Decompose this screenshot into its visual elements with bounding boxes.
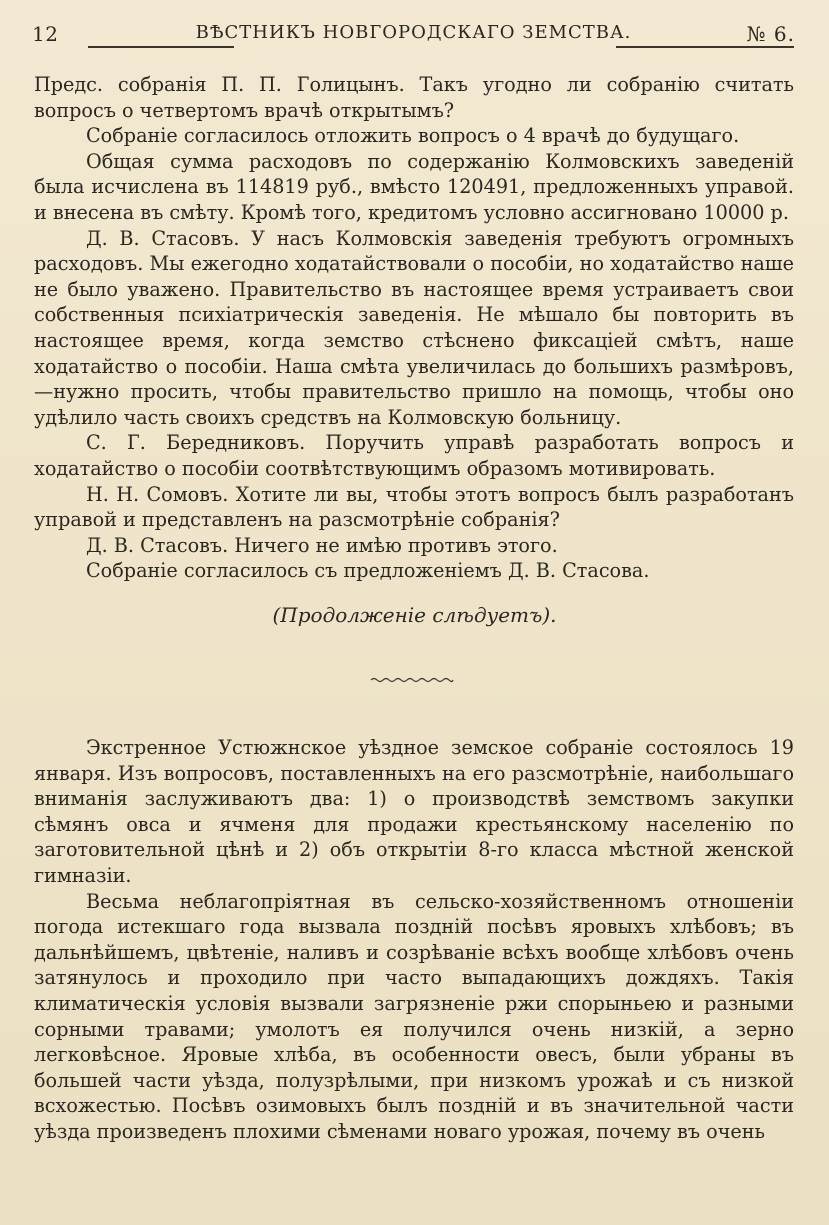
paragraph: Экстренное Устюжнское уѣздное земское собраніе состоялось 19 января. Изъ вопросовъ, поставленныхъ на его разсмотрѣніе, наибольшаго вниманія заслуживаютъ два: 1) о производствѣ земствомъ закупки сѣмянъ овса и ячменя для продажи крестьянскому населенію по заготовительной цѣнѣ и 2) объ открытіи 8-го класса мѣстной женской гимназіи. (34, 736, 794, 887)
paragraph: Н. Н. Сомовъ. Хотите ли вы, чтобы этотъ вопросъ былъ разработанъ управой и представленъ на разсмотрѣніе собранія? (34, 482, 794, 532)
paragraph: Д. В. Стасовъ. У насъ Колмовскія заведенія требуютъ огромныхъ расходовъ. Мы ежегодно ходатайствовали о пособіи, но ходатайство наше не было уважено. Правительство въ настоящее время устраиваетъ свои собственныя психіатрическія заведенія. Не мѣшало бы повторить въ настоящее время, когда земство стѣснено фиксаціей смѣтъ, наше ходатайство о пособіи. Наша смѣта увеличилась до большихъ размѣровъ,—нужно просить, чтобы правительство пришло на помощь, чтобы оно удѣлило часть своихъ средствъ на Колмовскую больницу. (34, 226, 794, 429)
paragraph: Весьма неблагопріятная въ сельско-хозяйственномъ отношеніи погода истекшаго года вызвала поздній посѣвъ яровыхъ хлѣбовъ; въ дальнѣйшемъ, цвѣтеніе, наливъ и созрѣваніе всѣхъ вообще хлѣбовъ очень затянулось и проходило при часто выпадающихъ дождяхъ. Такія климатическія условія вызвали загрязненіе ржи спорыньею и разными сорными травами; умолотъ ея получился очень низкій, а зерно легковѣсное. Яровые хлѣба, въ особенности овесъ, были убраны въ большей части уѣзда, полузрѣлыми, при низкомъ урожаѣ и съ низкой всхожестью. Посѣвъ озимовыхъ былъ поздній и въ значительной части уѣзда произведенъ плохими сѣменами новаго урожая, почему въ очень (34, 889, 794, 1143)
paragraph: Д. В. Стасовъ. Ничего не имѣю противъ этого. (86, 533, 558, 557)
header-rule-left (88, 46, 234, 48)
header-rule-right (616, 46, 794, 48)
paragraph: Общая сумма расходовъ по содержанію Колмовскихъ заведеній была исчислена въ 114819 руб., вмѣсто 120491, предложенныхъ управой. и внесена въ смѣту. Кромѣ того, кредитомъ условно ассигновано 10000 р. (34, 149, 794, 224)
paragraph: Предс. собранія П. П. Голицынъ. Такъ угодно ли собранію считать вопросъ о четвертомъ врачѣ открытымъ? (34, 73, 794, 122)
paragraph: Собраніе согласилось отложить вопросъ о 4 врачѣ до будущаго. (86, 124, 740, 148)
assembly-minutes (34, 72, 794, 584)
issue-number: № 6. (746, 22, 795, 46)
paragraph: С. Г. Бередниковъ. Поручить управѣ разработать вопросъ и ходатайство о пособіи соотвѣтствующимъ образомъ мотивировать. (34, 431, 794, 480)
ustyuzhna-assembly-report (34, 735, 794, 1145)
journal-title: ВѢСТНИКЪ НОВГОРОДСКАГО ЗЕМСТВА. (195, 22, 632, 43)
ornamental-divider (370, 676, 454, 684)
continuation-note: (Продолженіе слѣдуетъ). (272, 603, 557, 627)
page-number: 12 (32, 22, 59, 46)
paragraph: Собраніе согласилось съ предложеніемъ Д. В. Стасова. (86, 559, 650, 583)
